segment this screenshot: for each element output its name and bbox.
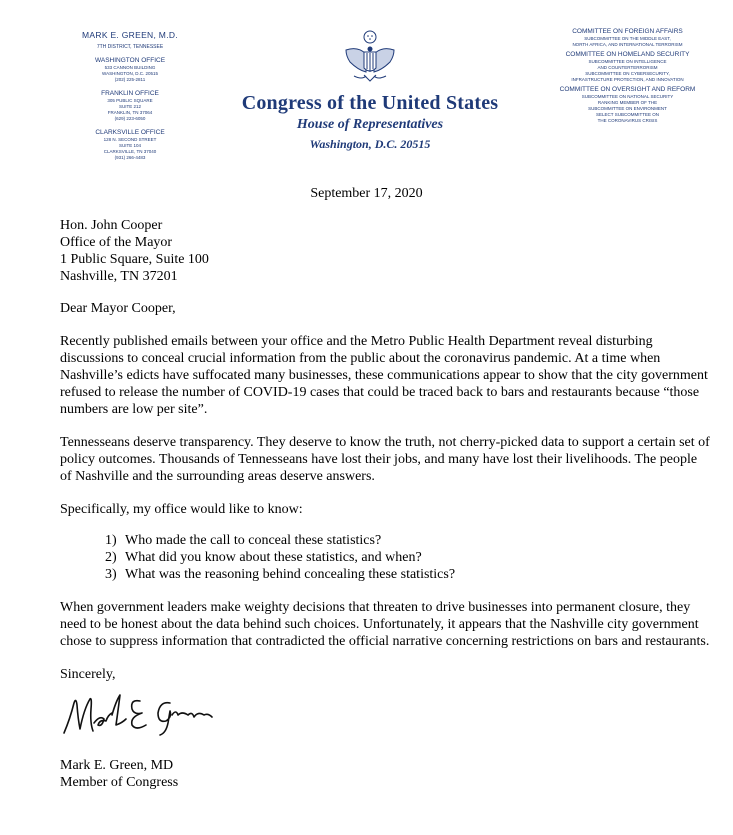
recipient-line: Hon. John Cooper [60,218,163,233]
subcommittee-line: NORTH AFRICA, AND INTERNATIONAL TERRORISM [572,42,683,47]
subcommittee-line: SELECT SUBCOMMITTEE ON [596,112,659,117]
paragraph: Recently published emails between your office and the Metro Public Health Department reveal disturbing discussions to conceal crucial information from the public about the coronavirus pandemic. At a time when Nashville’s edicts have suffocated many businesses, these communications appear to show that the city government refused to release the number of COVID-19 cases that could be traced back to bars and restaurants because “those numbers are low per site”. [60,334,708,417]
office-line: (202) 225-2811 [114,77,146,82]
clarksville-office-title: CLARKSVILLE OFFICE [95,129,165,136]
letter-body [60,217,710,791]
house-title: House of Representatives [296,117,444,132]
paragraph: Specifically, my office would like to know: [60,502,303,517]
member-name: MARK E. GREEN, M.D. [82,30,178,40]
recipient-line: 1 Public Square, Suite 100 [60,252,209,267]
committee-name: COMMITTEE ON FOREIGN AFFAIRS [572,28,683,35]
recipient-line: Office of the Mayor [60,235,173,250]
handwritten-signature-icon [60,689,220,739]
eagle-seal-icon [340,28,400,88]
office-line: CLARKSVILLE, TN 37040 [103,149,157,154]
list-item [105,566,710,583]
paragraph: When government leaders make weighty decisions that threaten to drive businesses into permanent closure, they need to be honest about the data behind such choices. Unfortunately, it appears that the Nashville city government chose to suppress information that contradicted the official narrative concerning restrictions on bars and restaurants. [60,600,710,649]
committee-list [545,28,710,124]
letter-date: September 17, 2020 [310,186,423,201]
subcommittee-line: SUBCOMMITTEE ON CYBERSECURITY, [585,71,670,76]
city-line: Washington, D.C. 20515 [309,137,431,151]
subcommittee-line: INFRASTRUCTURE PROTECTION, AND INNOVATION [571,77,684,82]
letterhead [0,0,733,180]
office-line: 533 CANNON BUILDING [104,65,156,70]
member-offices [60,30,200,161]
signature [60,689,710,741]
washington-office-title: WASHINGTON OFFICE [94,57,166,64]
franklin-office-title: FRANKLIN OFFICE [101,90,159,97]
question-list [60,532,710,583]
subcommittee-line: RANKING MEMBER OF THE [597,100,658,105]
list-item [105,549,710,566]
paragraph: Tennesseans deserve transparency. They deserve to know the truth, not cherry-picked data to support a certain set of policy outcomes. Thousands of Tennesseans have lost their jobs, and many have lost their livelihoods. The people of Nashville and the surrounding areas deserve answers. [60,435,710,484]
congress-title: Congress of the United States [241,92,499,114]
list-item [105,532,710,549]
office-line: 128 N. SECOND STREET [103,137,157,142]
committee-name: COMMITTEE ON HOMELAND SECURITY [565,51,690,58]
congress-header [220,28,520,152]
list-number: 2) [105,550,117,565]
recipient-address [60,217,710,285]
committee-name: COMMITTEE ON OVERSIGHT AND REFORM [559,86,696,93]
office-line: (931) 266-4483 [114,155,146,160]
list-text: Who made the call to conceal these statistics? [125,533,382,548]
subcommittee-line: AND COUNTERTERRORISM [597,65,658,70]
office-line: 305 PUBLIC SQUARE [107,98,153,103]
subcommittee-line: SUBCOMMITTEE ON NATIONAL SECURITY [581,94,674,99]
subcommittee-line: THE CORONAVIRUS CRISIS [597,118,658,123]
district: 7TH DISTRICT, TENNESSEE [96,44,164,50]
signer-name: Mark E. Green, MD [60,758,174,773]
subcommittee-line: SUBCOMMITTEE ON THE MIDDLE EAST, [584,36,671,41]
office-line: (629) 223-6050 [114,116,146,121]
office-line: FRANKLIN, TN 37064 [107,110,153,115]
list-number: 3) [105,567,117,582]
subcommittee-line: SUBCOMMITTEE ON ENVIRONMENT [588,106,667,111]
list-text: What was the reasoning behind concealing these statistics? [125,567,456,582]
office-line: SUITE 104 [118,143,141,148]
office-line: WASHINGTON, D.C. 20515 [101,71,158,76]
valediction: Sincerely, [60,667,116,682]
salutation: Dear Mayor Cooper, [60,301,176,316]
list-text: What did you know about these statistics, and when? [125,550,422,565]
list-number: 1) [105,533,117,548]
office-line: SUITE 212 [118,104,141,109]
subcommittee-line: SUBCOMMITTEE ON INTELLIGENCE [588,59,667,64]
recipient-line: Nashville, TN 37201 [60,269,178,284]
signer-title: Member of Congress [60,775,179,790]
